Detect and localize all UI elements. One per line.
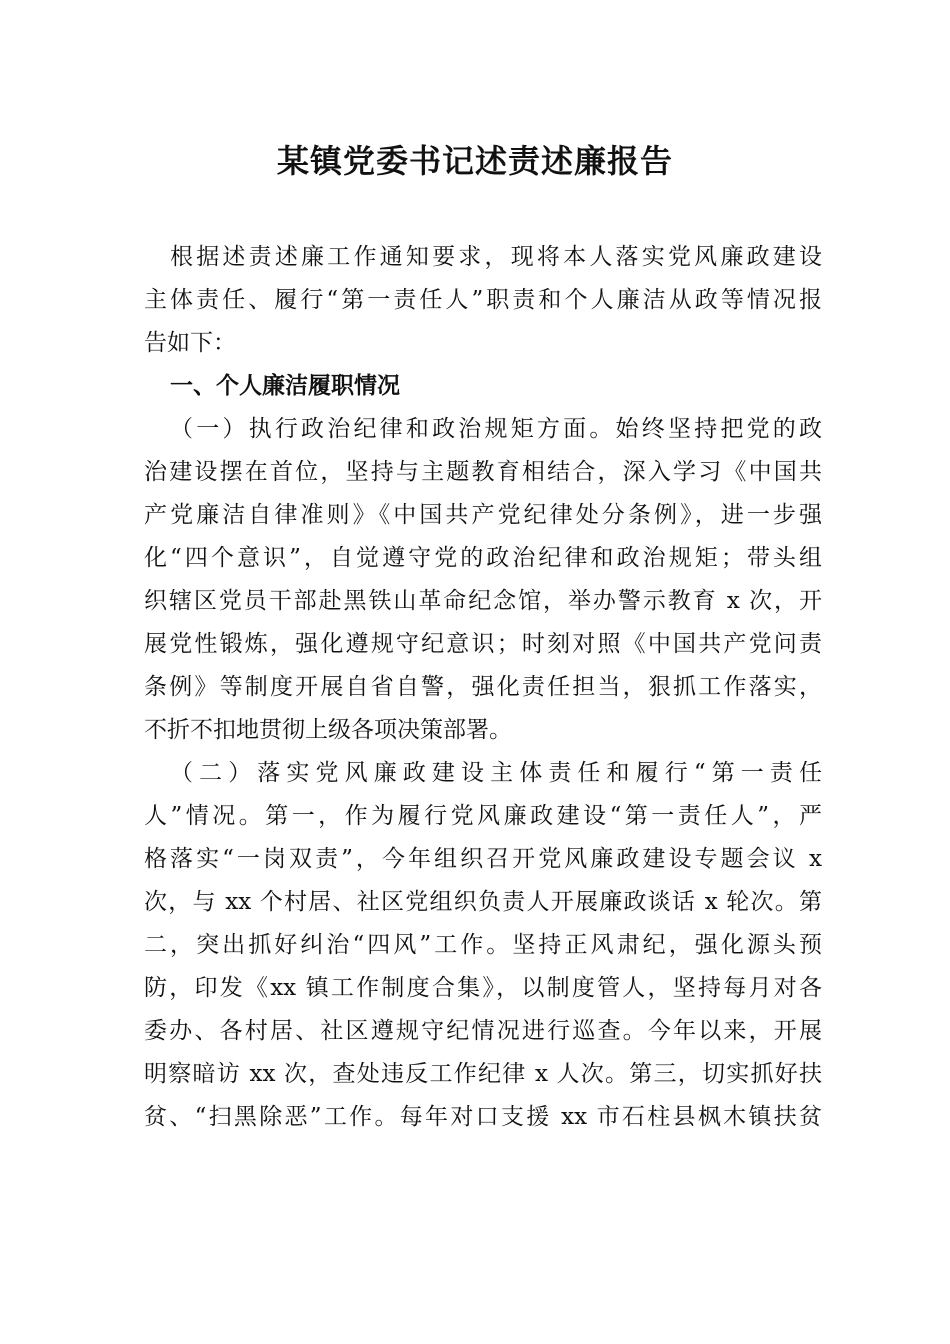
text-line: 次，与 xx 个村居、社区党组织负责人开展廉政谈话 x 轮次。第 [144,889,822,915]
text-line: 明察暗访 xx 次，查处违反工作纪律 x 人次。第三，切实抓好扶 [144,1061,822,1087]
paragraph-political-discipline [144,408,822,752]
text-line: （一）执行政治纪律和政治规矩方面。始终坚持把党的政 [170,416,822,442]
document-title: 某镇党委书记述责述廉报告 [276,142,673,180]
text-line: 织辖区党员干部赴黑铁山革命纪念馆，举办警示教育 x 次，开 [144,588,822,614]
intro-paragraph [144,236,822,365]
text-line: 条例》等制度开展自省自警，强化责任担当，狠抓工作落实， [144,674,822,700]
text-line: 人”情况。第一，作为履行党风廉政建设“第一责任人”，严 [144,803,822,829]
text-line: 治建设摆在首位，坚持与主题教育相结合，深入学习《中国共 [144,459,822,485]
text-line: 告如下： [144,330,236,356]
text-line: 根据述责述廉工作通知要求，现将本人落实党风廉政建设 [170,244,822,270]
text-line: 化“四个意识”，自觉遵守党的政治纪律和政治规矩；带头组 [144,545,822,571]
text-line: 二，突出抓好纠治“四风”工作。坚持正风肃纪，强化源头预 [144,932,822,958]
section-heading: 一、个人廉洁履职情况 [170,373,400,399]
text-line: （二）落实党风廉政建设主体责任和履行“第一责任 [170,760,822,786]
paragraph-main-responsibility [144,752,822,1139]
text-line: 主体责任、履行“第一责任人”职责和个人廉洁从政等情况报 [144,287,822,313]
text-line: 展党性锻炼，强化遵规守纪意识；时刻对照《中国共产党问责 [144,631,822,657]
text-line: 格落实“一岗双责”，今年组织召开党风廉政建设专题会议 x [144,846,822,872]
text-line: 委办、各村居、社区遵规守纪情况进行巡查。今年以来，开展 [144,1018,822,1044]
text-line: 不折不扣地贯彻上级各项决策部署。 [144,717,512,743]
document-body [144,236,822,1139]
text-line: 贫、“扫黑除恶”工作。每年对口支援 xx 市石柱县枫木镇扶贫 [144,1104,822,1130]
text-line: 产党廉洁自律准则》《中国共产党纪律处分条例》，进一步强 [144,502,822,528]
text-line: 防，印发《xx 镇工作制度合集》，以制度管人，坚持每月对各 [144,975,822,1001]
